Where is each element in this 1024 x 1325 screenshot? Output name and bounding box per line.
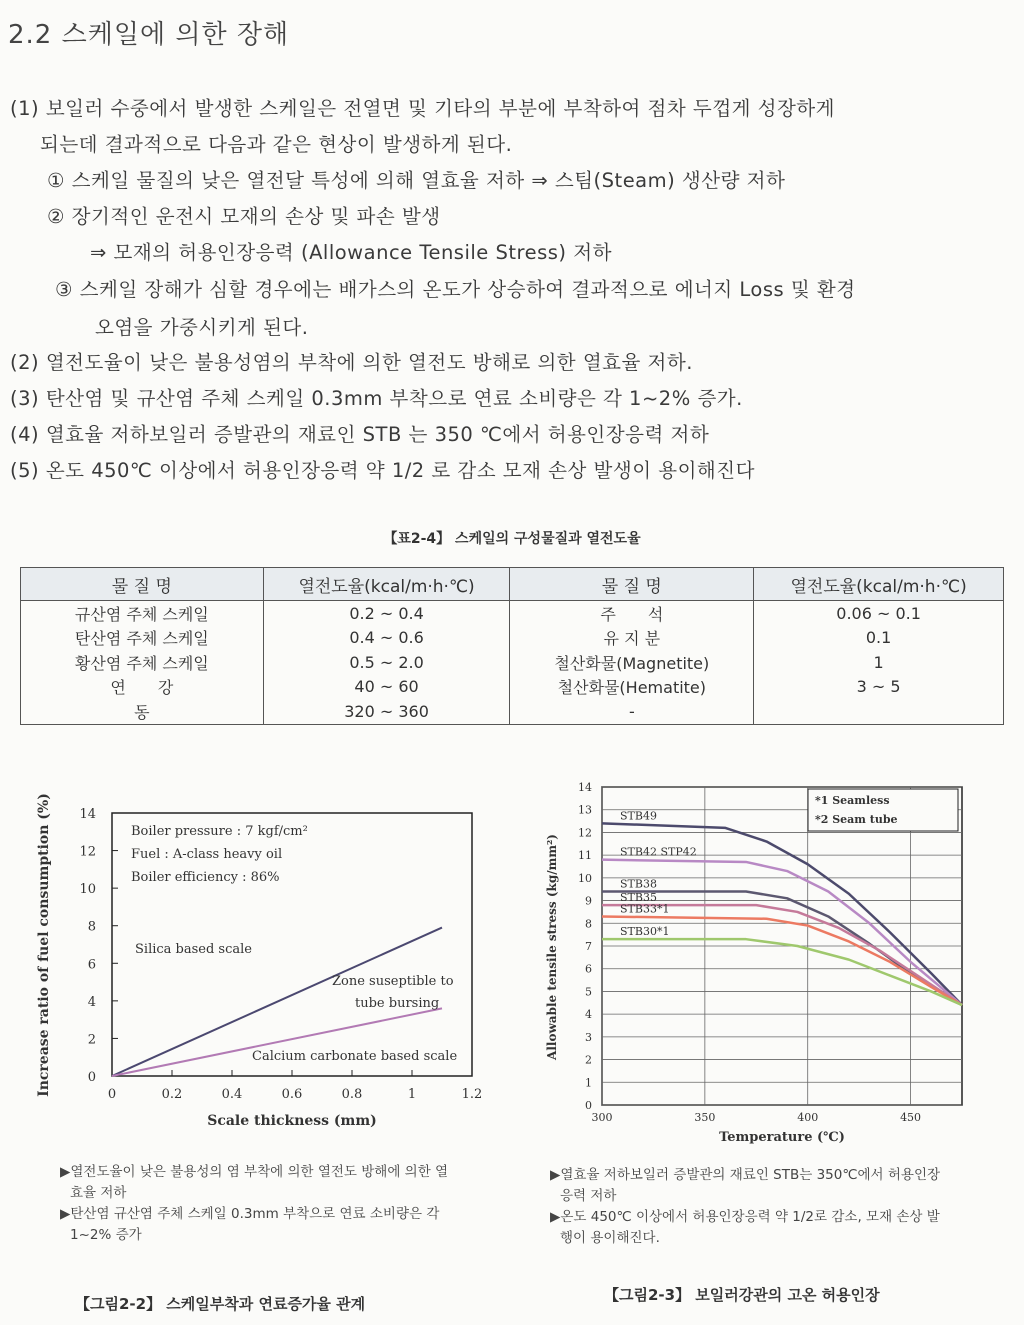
- y-tick-label: 0: [87, 1070, 96, 1085]
- right-notes: [550, 1165, 940, 1249]
- x-tick-label: 400: [797, 1111, 819, 1124]
- y-tick-label: 6: [87, 957, 96, 973]
- table-row: [21, 601, 1004, 626]
- y-tick-label: 11: [578, 849, 592, 863]
- list-item-1: ① 스케일 물질의 낮은 열전달 특성에 의해 열효율 저하 ⇒ 스팀(Steam) 생산량 저하: [47, 169, 786, 192]
- y-tick-label: 4: [87, 994, 96, 1010]
- x-tick-label: 300: [591, 1111, 613, 1124]
- table-row: [21, 675, 1004, 700]
- table-cell: 0.1: [754, 626, 1004, 651]
- x-tick-label: 350: [694, 1111, 716, 1124]
- table-header-row: [21, 568, 1004, 601]
- table-row: [21, 626, 1004, 651]
- paragraph-2: (2) 열전도율이 낮은 불용성염의 부착에 의한 열전도 방해로 의한 열효율 저하.: [10, 351, 693, 374]
- annotation: Calcium carbonate based scale: [252, 1049, 458, 1064]
- x-tick-label: 1: [407, 1087, 417, 1102]
- header-conductivity-2: 열전도율(kcal/m·h·℃): [754, 568, 1004, 601]
- x-axis-label: Temperature (℃): [719, 1130, 845, 1145]
- table-cell: 주 석: [510, 601, 754, 626]
- paragraph-3: (3) 탄산염 및 규산염 주체 스케일 0.3mm 부착으로 연료 소비량은 각 1~2% 증가.: [10, 387, 743, 410]
- series-line-2: [112, 1008, 442, 1076]
- y-tick-label: 0: [585, 1099, 592, 1112]
- x-tick-label: 0: [107, 1087, 117, 1102]
- y-tick-label: 8: [585, 917, 592, 931]
- series-label: STB35: [620, 891, 657, 905]
- table-cell: 0.2 ~ 0.4: [263, 601, 510, 626]
- table-cell: 탄산염 주체 스케일: [21, 626, 264, 651]
- y-axis-label: Increase ratio of fuel consumption (%): [36, 793, 52, 1097]
- annotation: Zone suseptible to: [332, 974, 454, 989]
- table-cell: 유 지 분: [510, 626, 754, 651]
- y-tick-label: 9: [585, 894, 592, 908]
- table-cell: -: [510, 699, 754, 724]
- note-line: ▶열효율 저하보일러 증발관의 재료인 STB는 350℃에서 허용인장: [550, 1167, 941, 1183]
- annotation: tube bursing: [355, 996, 440, 1011]
- table-cell: 철산화물(Magnetite): [510, 650, 754, 675]
- conductivity-table: [20, 567, 1004, 725]
- list-item-3: ③ 스케일 장해가 심할 경우에는 배가스의 온도가 상승하여 결과적으로 에너지 Loss 및 환경: [55, 278, 856, 301]
- y-tick-label: 10: [79, 882, 96, 898]
- table-cell: 40 ~ 60: [263, 675, 510, 700]
- table-cell: 0.5 ~ 2.0: [263, 650, 510, 675]
- table-cell: 1: [754, 650, 1004, 675]
- table-row: [21, 650, 1004, 675]
- table-cell: 황산염 주체 스케일: [21, 650, 264, 675]
- table-cell: 0.4 ~ 0.6: [263, 626, 510, 651]
- allowable-stress-chart: [540, 775, 1010, 1150]
- table-cell: 연 강: [21, 675, 264, 700]
- table-cell: 0.06 ~ 0.1: [754, 601, 1004, 626]
- series-label: STB42 STP42: [620, 845, 697, 859]
- series-label: STB33*1: [620, 902, 670, 916]
- list-item-3-cont: 오염을 가중시키게 된다.: [95, 316, 309, 339]
- table-cell: 320 ~ 360: [263, 699, 510, 724]
- x-tick-label: 0.6: [281, 1087, 303, 1102]
- paragraph-1-line-1: (1) 보일러 수중에서 발생한 스케일은 전열면 및 기타의 부분에 부착하여 점차 두껍게 성장하게: [10, 97, 835, 120]
- header-conductivity-1: 열전도율(kcal/m·h·℃): [263, 568, 510, 601]
- y-tick-label: 8: [87, 919, 96, 935]
- list-item-2-sub: ⇒ 모재의 허용인장응력 (Allowance Tensile Stress) 저하: [90, 241, 612, 264]
- header-material-1: 물 질 명: [21, 568, 264, 601]
- note-line: 응력 저하: [560, 1188, 617, 1204]
- note-line: 행이 용이해진다.: [560, 1230, 660, 1246]
- series-label: STB49: [620, 809, 657, 823]
- y-tick-label: 6: [585, 962, 592, 976]
- info-text: Boiler pressure : 7 kgf/cm²: [131, 824, 308, 839]
- header-material-2: 물 질 명: [510, 568, 754, 601]
- table-cell: [754, 699, 1004, 724]
- y-tick-label: 4: [585, 1008, 592, 1022]
- paragraph-1-line-2: 되는데 결과적으로 다음과 같은 현상이 발생하게 된다.: [40, 133, 513, 156]
- note-line: 1~2% 증가: [70, 1227, 142, 1243]
- y-tick-label: 2: [585, 1053, 592, 1067]
- series-label: STB38: [620, 877, 657, 891]
- table-cell: 규산염 주체 스케일: [21, 601, 264, 626]
- figure-caption-left: 【그림2-2】 스케일부착과 연료증가율 관계: [75, 1295, 366, 1313]
- y-tick-label: 12: [79, 844, 96, 860]
- y-axis-label: Allowable tensile stress (kg/mm²): [545, 834, 559, 1060]
- y-tick-label: 5: [585, 985, 592, 999]
- x-axis-label: Scale thickness (mm): [207, 1113, 377, 1129]
- y-tick-label: 1: [585, 1076, 592, 1090]
- note-line: 효율 저하: [70, 1185, 127, 1201]
- x-tick-label: 1.2: [461, 1087, 483, 1102]
- figure-caption-right: 【그림2-3】 보일러강관의 고온 허용인장: [604, 1286, 880, 1304]
- legend-item: *1 Seamless: [815, 794, 890, 807]
- section-title: 2.2 스케일에 의한 장해: [8, 20, 290, 50]
- y-tick-label: 7: [585, 940, 592, 953]
- note-line: ▶열전도율이 낮은 불용성의 염 부착에 의한 열전도 방해에 의한 열: [60, 1164, 449, 1180]
- info-text: Boiler efficiency : 86%: [131, 870, 280, 885]
- x-tick-label: 450: [900, 1111, 922, 1124]
- note-line: ▶탄산염 규산염 주체 스케일 0.3mm 부착으로 연료 소비량은 각: [60, 1206, 440, 1222]
- table-cell: 동: [21, 699, 264, 724]
- y-tick-label: 3: [585, 1030, 592, 1044]
- series-label: STB30*1: [620, 925, 670, 939]
- annotation: Silica based scale: [135, 942, 252, 957]
- y-tick-label: 14: [79, 807, 96, 822]
- y-tick-label: 2: [87, 1032, 96, 1048]
- paragraph-5: (5) 온도 450℃ 이상에서 허용인장응력 약 1/2 로 감소 모재 손상 발생이 용이해진다: [10, 459, 755, 482]
- note-line: ▶온도 450℃ 이상에서 허용인장응력 약 1/2로 감소, 모재 손상 발: [550, 1209, 940, 1225]
- y-tick-label: 13: [578, 803, 592, 817]
- list-item-2: ② 장기적인 운전시 모재의 손상 및 파손 발생: [47, 205, 441, 228]
- x-tick-label: 0.8: [341, 1087, 363, 1102]
- table-row: [21, 699, 1004, 724]
- legend-item: *2 Seam tube: [815, 813, 898, 826]
- info-text: Fuel : A-class heavy oil: [131, 847, 283, 862]
- left-notes: [60, 1162, 448, 1246]
- y-tick-label: 10: [578, 871, 592, 885]
- table-caption: 【표2-4】 스케일의 구성물질과 열전도율: [383, 531, 641, 547]
- paragraph-4: (4) 열효율 저하보일러 증발관의 재료인 STB 는 350 ℃에서 허용인장응력 저하: [10, 423, 710, 446]
- table-cell: 철산화물(Hematite): [510, 675, 754, 700]
- x-tick-label: 0.2: [161, 1087, 183, 1102]
- y-tick-label: 12: [578, 826, 592, 840]
- x-tick-label: 0.4: [221, 1087, 243, 1102]
- fuel-consumption-chart: [30, 790, 500, 1140]
- table-cell: 3 ~ 5: [754, 675, 1004, 700]
- y-tick-label: 14: [578, 781, 592, 794]
